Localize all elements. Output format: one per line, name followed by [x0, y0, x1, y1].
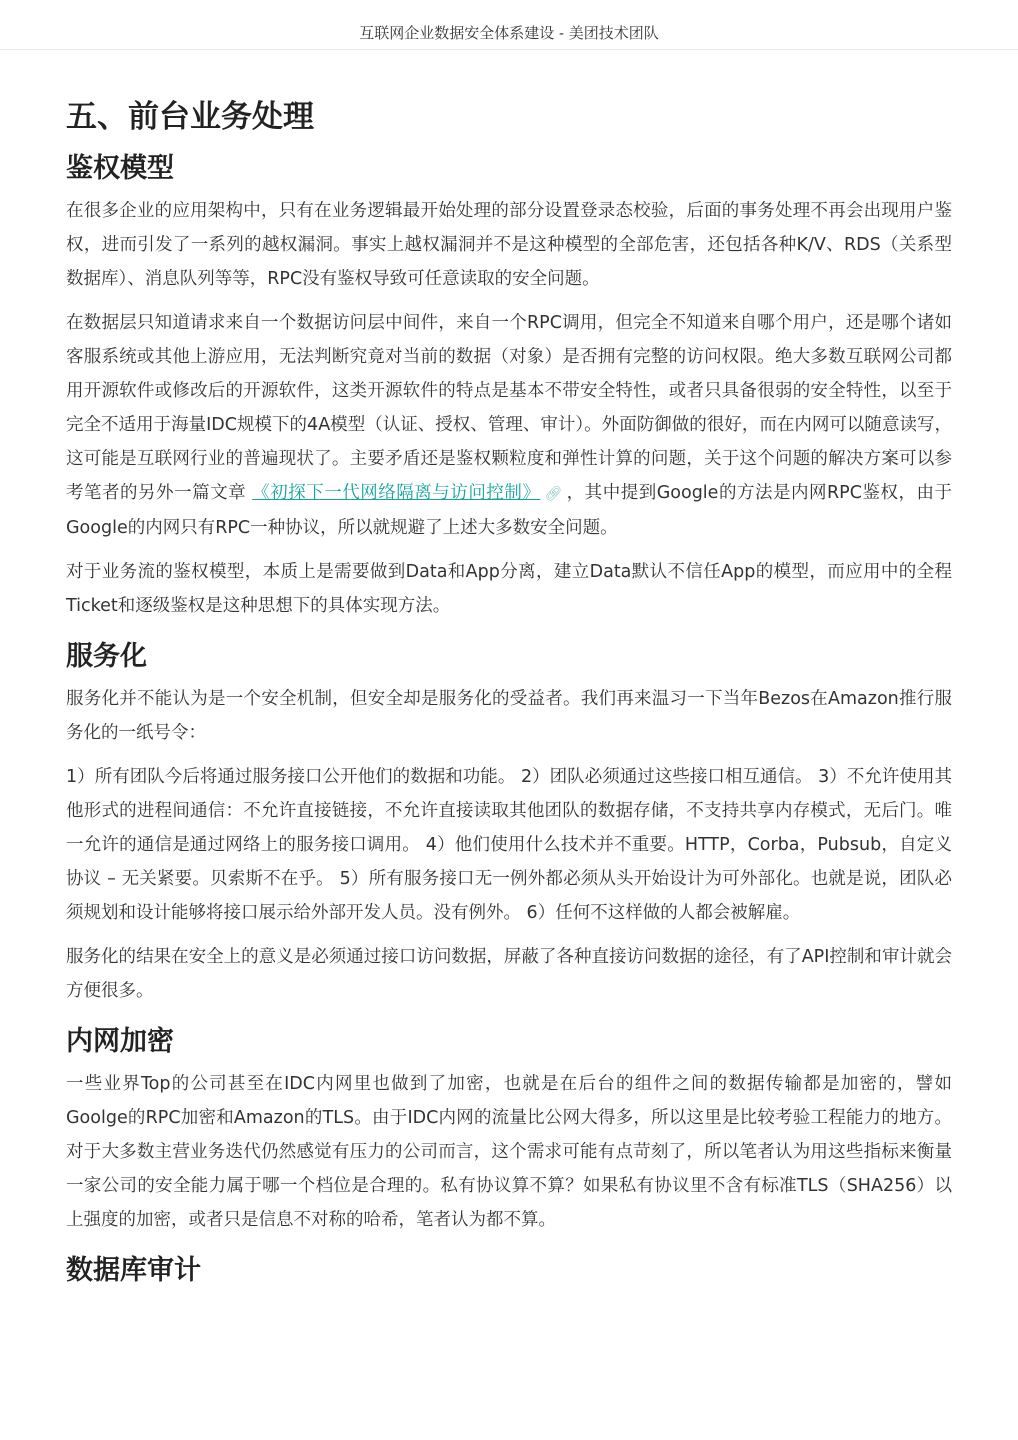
servicization-paragraph-1: 服务化并不能认为是一个安全机制，但安全却是服务化的受益者。我们再来温习一下当年Bezos在Amazon推行服务化的一纸号令：: [66, 689, 952, 743]
article-content: [66, 92, 952, 1296]
page-header: [0, 0, 1018, 50]
heading-auth-model: 鉴权模型: [66, 153, 174, 184]
servicization-paragraph-2: 1）所有团队今后将通过服务接口公开他们的数据和功能。 2）团队必须通过这些接口相互通信。 3）不允许使用其他形式的进程间通信：不允许直接链接，不允许直接读取其他团队的数据存储，不支持共享内存模式，无后门。唯一允许的通信是通过网络上的服务接口调用。 4）他们使用什么技术并不重要。HTTP，Corba，Pubsub，自定义协议 – 无关紧要。贝索斯不在乎。 5）所有服务接口无一例外都必须从头开始设计为可外部化。也就是说，团队必须规划和设计能够将接口展示给外部开发人员。没有例外。 6）任何不这样做的人都会被解雇。: [66, 767, 952, 923]
servicization-paragraph-3: 服务化的结果在安全上的意义是必须通过接口访问数据，屏蔽了各种直接访问数据的途径，有了API控制和审计就会方便很多。: [66, 947, 952, 1001]
section-title: 五、前台业务处理: [66, 99, 314, 135]
article-link[interactable]: 《初探下一代网络隔离与访问控制》: [252, 483, 541, 503]
heading-servicization: 服务化: [66, 641, 147, 672]
heading-intranet-encryption: 内网加密: [66, 1026, 174, 1057]
auth-model-paragraph-2-end: ，其中提到Google的方法是内网RPC鉴权，由于Google的内网只有RPC一种协议，所以就规避了上述大多数安全问题。: [66, 483, 952, 538]
link-icon[interactable]: 🔗︎: [544, 486, 563, 502]
auth-model-paragraph-2-start: 在数据层只知道请求来自一个数据访问层中间件，来自一个RPC调用，但完全不知道来自哪个用户，还是哪个诸如客服系统或其他上游应用，无法判断究竟对当前的数据（对象）是否拥有完整的访问权限。绝大多数互联网公司都用开源软件或修改后的开源软件，这类开源软件的特点是基本不带安全特性，或者只具备很弱的安全特性，以至于完全不适用于海量IDC规模下的4A模型（认证、授权、管理、审计）。外面防御做的很好，而在内网可以随意读写，这可能是互联网行业的普遍现状了。主要矛盾还是鉴权颗粒度和弹性计算的问题，关于这个问题的解决方案可以参考笔者的另外一篇文章: [66, 313, 952, 503]
page-header-title: 互联网企业数据安全体系建设 - 美团技术团队: [359, 24, 659, 42]
auth-model-paragraph-1: 在很多企业的应用架构中，只有在业务逻辑最开始处理的部分设置登录态校验，后面的事务处理不再会出现用户鉴权，进而引发了一系列的越权漏洞。事实上越权漏洞并不是这种模型的全部危害，还包括各种K/V、RDS（关系型数据库）、消息队列等等，RPC没有鉴权导致可任意读取的安全问题。: [66, 201, 952, 289]
auth-model-paragraph-2: [66, 306, 952, 545]
intranet-encryption-paragraph-1: 一些业界Top的公司甚至在IDC内网里也做到了加密，也就是在后台的组件之间的数据传输都是加密的，譬如Goolge的RPC加密和Amazon的TLS。由于IDC内网的流量比公网大得多，所以这里是比较考验工程能力的地方。对于大多数主营业务迭代仍然感觉有压力的公司而言，这个需求可能有点苛刻了，所以笔者认为用这些指标来衡量一家公司的安全能力属于哪一个档位是合理的。私有协议算不算？如果私有协议里不含有标准TLS（SHA256）以上强度的加密，或者只是信息不对称的哈希，笔者认为都不算。: [66, 1074, 952, 1230]
auth-model-paragraph-3: 对于业务流的鉴权模型，本质上是需要做到Data和App分离，建立Data默认不信任App的模型，而应用中的全程Ticket和逐级鉴权是这种思想下的具体实现方法。: [66, 562, 952, 616]
heading-db-audit: 数据库审计: [66, 1255, 201, 1286]
